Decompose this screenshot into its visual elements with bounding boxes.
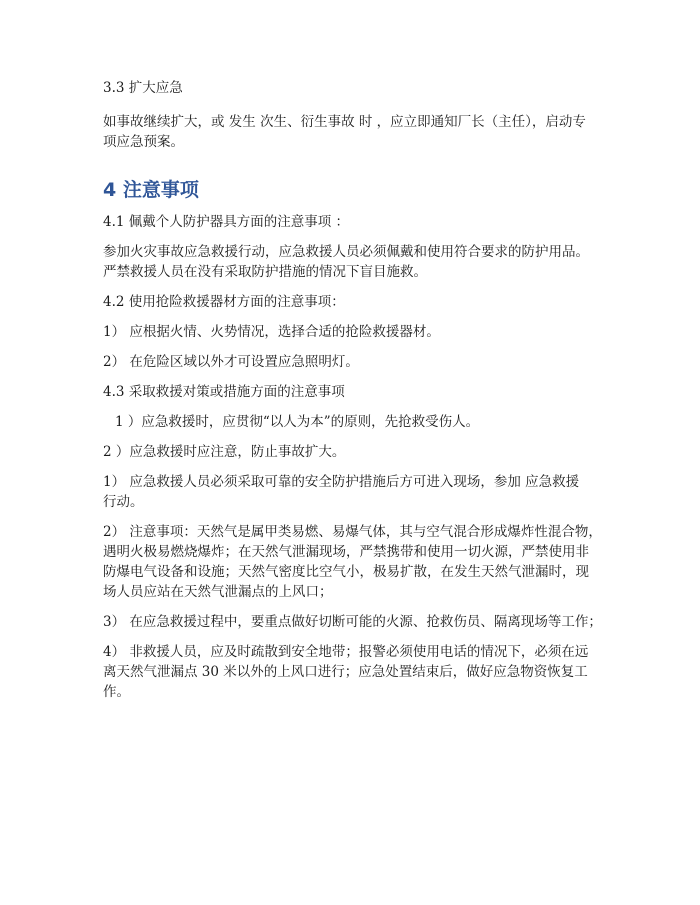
body-line: 严禁救援人员在没有采取防护措施的情况下盲目施救。: [103, 264, 427, 280]
section-4-1-heading: 4.1 佩戴个人防护器具方面的注意事项 ：: [103, 214, 350, 230]
list-item: 1 ）应急救援时，应贯彻“以人为本”的原则，先抢救受伤人。: [115, 414, 480, 430]
body-line: 如事故继续扩大，或 发生 次生、衍生事故 时 ，应立即通知厂长（主任），启动专: [103, 114, 586, 130]
body-line: 2） 注意事项：天然气是属甲类易燃、易爆气体，其与空气混合形成爆炸性混合物，: [103, 524, 602, 540]
section-4-3-heading: 4.3 采取救援对策或措施方面的注意事项: [103, 384, 345, 400]
list-item: 2） 在危险区域以外才可设置应急照明灯。: [103, 354, 359, 370]
body-line: 1） 应急救援人员必须采取可靠的安全防护措施后方可进入现场，参加 应急救援: [103, 474, 580, 490]
list-item: 1） 应根据火情、火势情况，选择合适的抢险救援器材。: [103, 324, 440, 340]
section-4-3-sub-2: [103, 522, 608, 602]
body-line: 离天然气泄漏点 30 米以外的上风口进行；应急处置结束后，做好应急物资恢复工: [103, 664, 588, 680]
section-4-1-body: [103, 242, 608, 282]
body-line: 项应急预案。: [103, 134, 184, 150]
body-line: 行动。: [103, 494, 144, 510]
list-item: 2 ）应急救援时应注意，防止事故扩大。: [103, 444, 346, 460]
body-line: 4） 非救援人员，应及时疏散到安全地带；报警必须使用电话的情况下，必须在远: [103, 644, 589, 660]
body-line: 场人员应站在天然气泄漏点的上风口；: [103, 584, 333, 600]
section-4-2-heading: 4.2 使用抢险救援器材方面的注意事项：: [103, 294, 345, 310]
section-3-3-body: [103, 112, 608, 152]
body-line: 作。: [103, 684, 130, 700]
section-4-3-sub-4: [103, 642, 608, 702]
body-line: 遇明火极易燃烧爆炸；在天然气泄漏现场，严禁携带和使用一切火源，严禁使用非: [103, 544, 589, 560]
section-3-3-heading: 3.3 扩大应急: [103, 80, 183, 96]
body-line: 参加火灾事故应急救援行动，应急救援人员必须佩戴和使用符合要求的防护用品。: [103, 244, 589, 260]
body-line: 防爆电气设备和设施；天然气密度比空气小，极易扩散，在发生天然气泄漏时，现: [103, 564, 589, 580]
document-content: [103, 78, 608, 702]
section-4-heading: 4 注意事项: [103, 179, 199, 201]
section-4-3-sub-1: [103, 472, 608, 512]
section-4-3-sub-3: 3） 在应急救援过程中，要重点做好切断可能的火源、抢救伤员、隔离现场等工作；: [103, 614, 602, 630]
